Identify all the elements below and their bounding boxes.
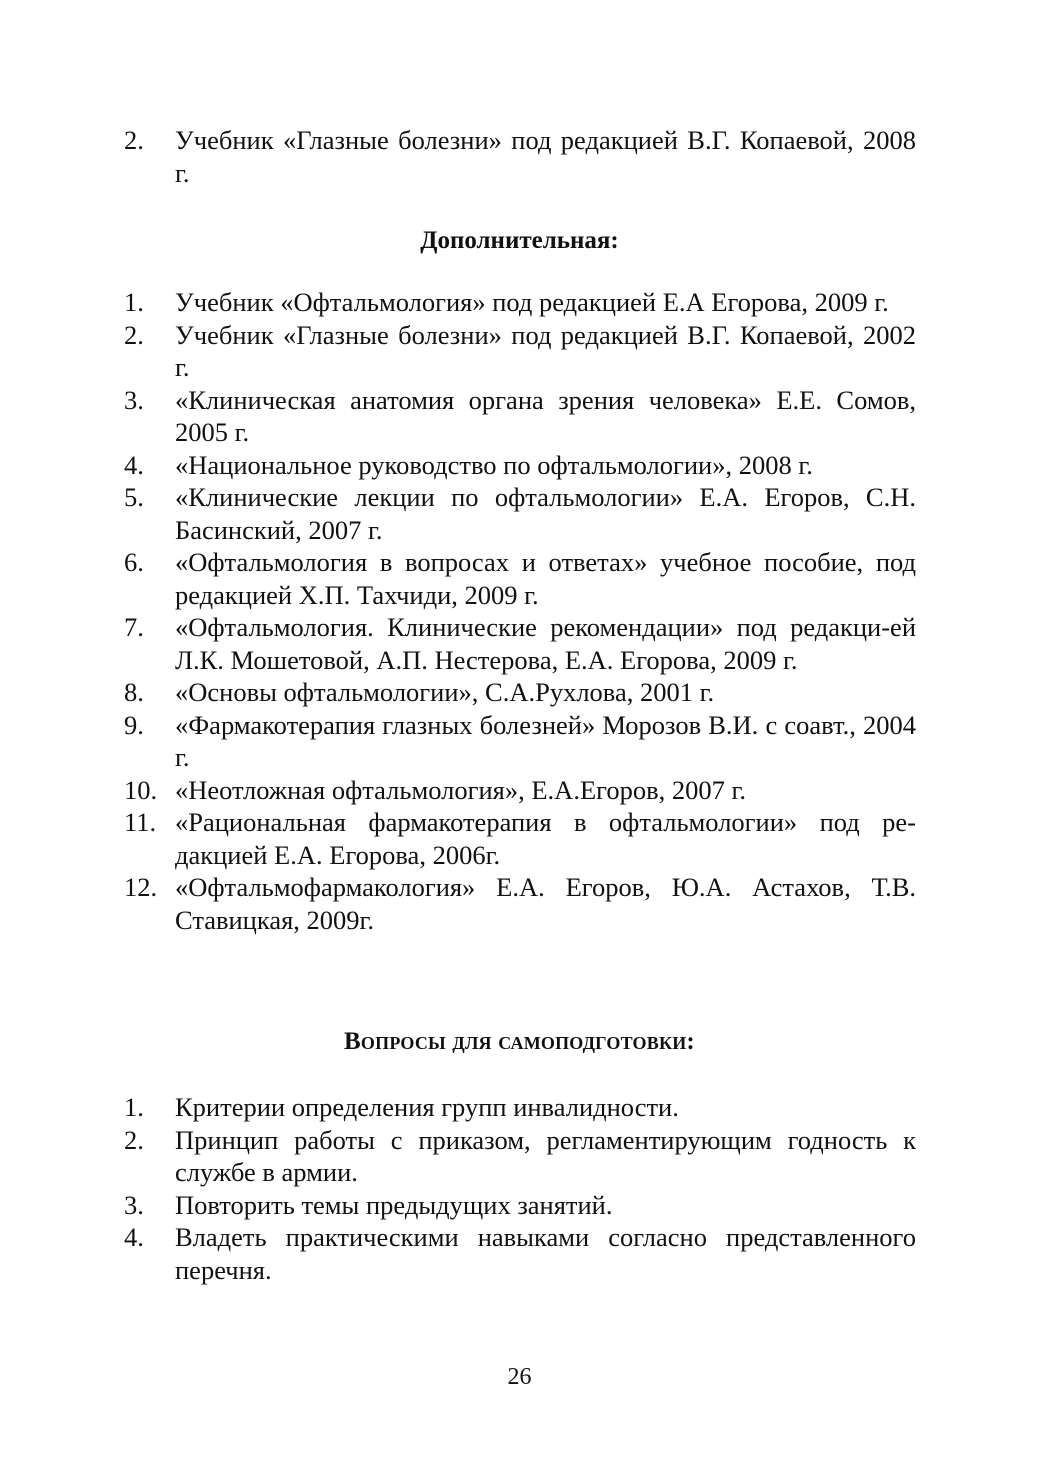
list-item-text: «Неотложная офтальмология», Е.А.Егоров, 2007 г. — [175, 774, 746, 805]
additional-literature — [120, 286, 916, 936]
additional-heading: Дополнительная: — [420, 227, 619, 254]
list-item-number: 2. — [124, 319, 144, 350]
list-item — [120, 481, 916, 546]
list-item-number: 3. — [124, 384, 144, 415]
list-item-number: 4. — [124, 1222, 144, 1252]
list-item-number: 5. — [124, 482, 144, 512]
list-item — [120, 1091, 916, 1124]
page-number: 26 — [507, 1364, 532, 1390]
list-item-number: 12. — [124, 872, 158, 902]
list-item-text: «Клиническая анатомия органа зрения человека» Е.Е. Сомов, 2005 г. — [175, 384, 916, 447]
list-item-text: Владеть практическими навыками согласно представленного перечня. — [175, 1222, 916, 1285]
questions-list — [120, 1091, 916, 1286]
list-item-number: 3. — [124, 1189, 144, 1220]
list-item — [120, 676, 916, 709]
list-item — [120, 1221, 916, 1286]
list-item-number: 7. — [124, 612, 144, 642]
list-item-number: 2. — [124, 125, 144, 155]
list-item — [120, 1189, 916, 1222]
list-item-text: Принцип работы с приказом, регламентирующим годность к службе в армии. — [175, 1124, 916, 1187]
list-item-number: 1. — [124, 287, 144, 317]
list-item-text: «Основы офтальмологии», С.А.Рухлова, 2001 г. — [175, 677, 715, 707]
list-item-number: 8. — [124, 677, 144, 707]
list-item — [120, 124, 916, 189]
list-item — [120, 774, 916, 807]
self-study-questions — [120, 1091, 916, 1286]
list-item-text: «Офтальмология в вопросах и ответах» учебное пособие, под редакцией Х.П. Тахчиди, 2009 г. — [175, 547, 916, 610]
list-item-number: 10. — [124, 774, 158, 805]
list-item-text: «Национальное руководство по офтальмологии», 2008 г. — [175, 449, 813, 480]
main-literature-list — [120, 124, 916, 189]
list-item — [120, 319, 916, 384]
list-item — [120, 709, 916, 774]
list-item-text: Повторить темы предыдущих занятий. — [175, 1189, 613, 1220]
list-item-text: «Офтальмофармакология» Е.А. Егоров, Ю.А. Астахов, Т.В. Ставицкая, 2009г. — [175, 872, 916, 935]
list-item-number: 9. — [124, 709, 144, 740]
list-item-text: Учебник «Глазные болезни» под редакцией В.Г. Копаевой, 2002 г. — [175, 319, 916, 382]
list-item-text: «Рациональная фармакотерапия в офтальмологии» под ре-дакцией Е.А. Егорова, 2006г. — [175, 807, 916, 870]
list-item-number: 1. — [124, 1092, 144, 1122]
list-item-text: «Фармакотерапия глазных болезней» Морозов В.И. с соавт., 2004 г. — [175, 709, 916, 772]
list-item — [120, 1124, 916, 1189]
list-item — [120, 806, 916, 871]
list-item — [120, 286, 916, 319]
questions-heading: Вопросы для самоподготовки: — [344, 1028, 695, 1055]
list-item-text: Критерии определения групп инвалидности. — [175, 1092, 679, 1122]
main-literature-continuation — [120, 124, 916, 189]
additional-literature-list — [120, 286, 916, 936]
list-item-text: «Клинические лекции по офтальмологии» Е.А. Егоров, С.Н. Басинский, 2007 г. — [175, 482, 916, 545]
list-item — [120, 449, 916, 482]
list-item-text: Учебник «Глазные болезни» под редакцией В.Г. Копаевой, 2008 г. — [175, 125, 916, 188]
list-item — [120, 384, 916, 449]
list-item-number: 2. — [124, 1124, 144, 1155]
list-item — [120, 871, 916, 936]
list-item-number: 4. — [124, 449, 144, 480]
list-item-text: «Офтальмология. Клинические рекомендации» под редакци-ей Л.К. Мошетовой, А.П. Нестерова, Е.А. Егорова, 2009 г. — [175, 612, 916, 675]
list-item-number: 6. — [124, 547, 144, 577]
list-item-number: 11. — [124, 807, 157, 837]
list-item-text: Учебник «Офтальмология» под редакцией Е.А Егорова, 2009 г. — [175, 287, 889, 317]
list-item — [120, 611, 916, 676]
list-item — [120, 546, 916, 611]
